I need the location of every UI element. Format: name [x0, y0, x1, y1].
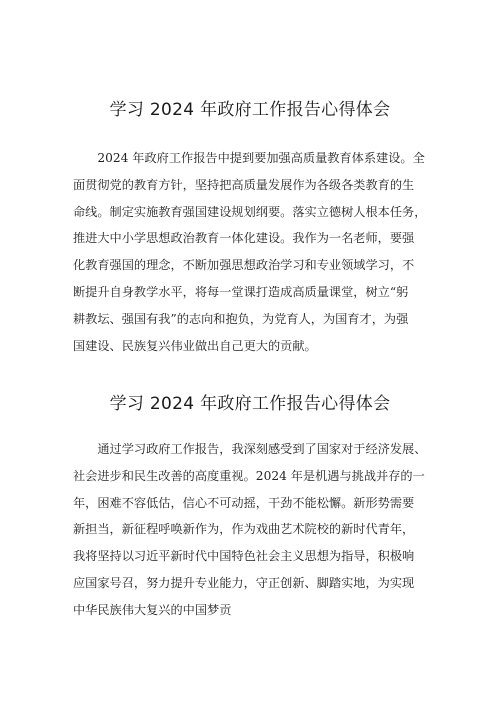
section-body-1: [73, 145, 433, 359]
section-title-1: 学习 2024 年政府工作报告心得体会: [109, 100, 391, 120]
body-line: 2024 年政府工作报告中提到要加强高质量教育体系建设。全: [73, 151, 425, 165]
section-title-2: 学习 2024 年政府工作报告心得体会: [109, 394, 391, 414]
body-line: 命线。制定实施教育强国建设规划纲要。落实立德树人根本任务，: [73, 204, 427, 219]
body-line: 社会进步和民生改善的高度重视。2024 年是机遇与挑战并存的一: [73, 468, 425, 483]
body-line: 面贯彻党的教育方针，坚持把高质量发展作为各级各类教育的生: [73, 177, 415, 192]
body-line: 耕教坛、强国有我”的志向和抱负，为党育人，为国育才，为强: [73, 311, 409, 326]
body-line: 国建设、民族复兴伟业做出自己更大的贡献。: [73, 338, 317, 353]
body-line: 我将坚持以习近平新时代中国特色社会主义思想为指导，积极响: [73, 549, 415, 564]
body-line: 断提升自身教学水平，将每一堂课打造成高质量课堂，树立“躬: [73, 284, 409, 299]
body-line: 应国家号召，努力提升专业能力，守正创新、脚踏实地，为实现: [73, 575, 415, 590]
body-line: 推进大中小学思想政治教育一体化建设。我作为一名老师，要强: [73, 231, 415, 246]
body-line: 年，困难不容低估，信心不可动摇，干劲不能松懈。新形势需要: [73, 495, 415, 510]
body-line: 通过学习政府工作报告，我深刻感受到了国家对于经济发展、: [73, 442, 427, 456]
section-body-2: [73, 436, 433, 624]
body-line: 中华民族伟大复兴的中国梦贡: [73, 602, 232, 617]
body-line: 化教育强国的理念，不断加强思想政治学习和专业领域学习，不: [73, 258, 415, 273]
body-line: 新担当，新征程呼唤新作为，作为戏曲艺术院校的新时代青年，: [73, 522, 415, 537]
